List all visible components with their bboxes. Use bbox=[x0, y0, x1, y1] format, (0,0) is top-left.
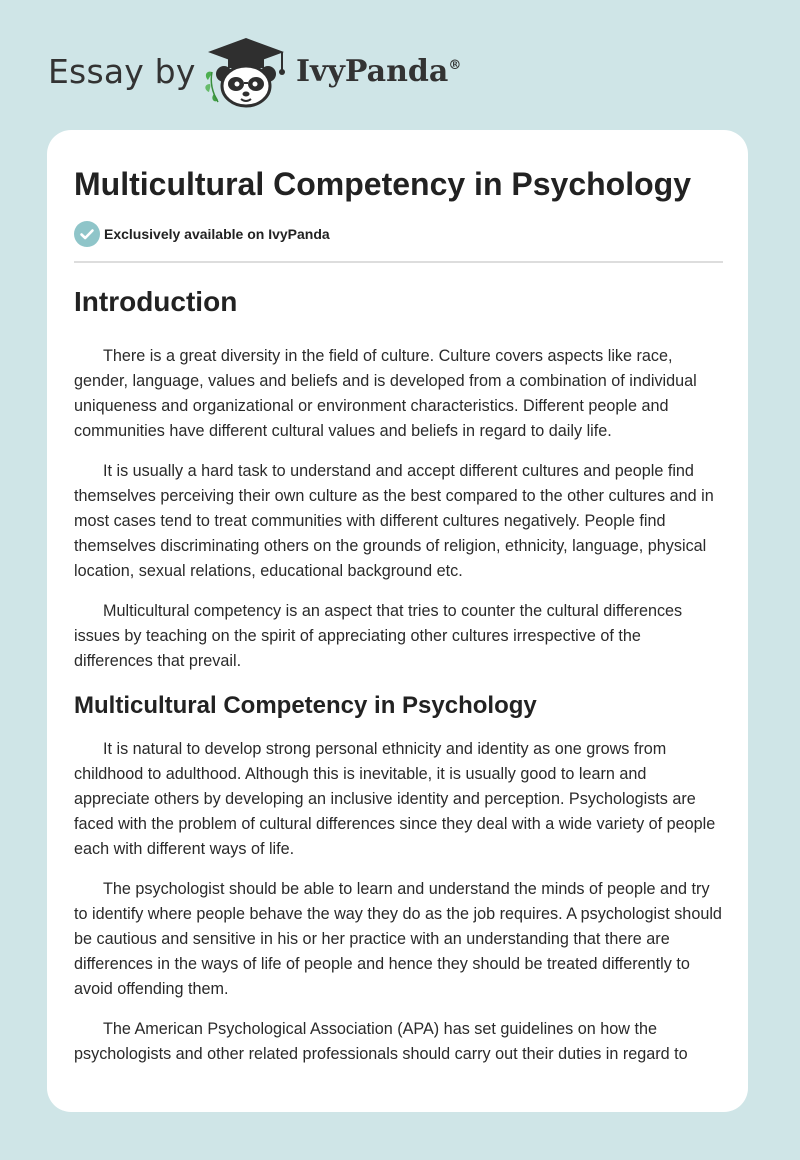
section-heading-multicultural-competency: Multicultural Competency in Psychology bbox=[74, 692, 537, 719]
paragraph: It is usually a hard task to understand and accept different cultures and people find themselves perceiving their own culture as the best compared to the other cultures and in most cases tend to treat communities with different cultures negatively. People find themselves discriminating others on the grounds of religion, ethnicity, language, physical location, sexual relations, educational background etc. bbox=[74, 462, 714, 580]
brand-header bbox=[0, 0, 800, 130]
check-icon bbox=[74, 221, 100, 247]
paragraph: Multicultural competency is an aspect that tries to counter the cultural differences issues by teaching on the spirit of appreciating other cultures irrespective of the differences that prevail. bbox=[74, 602, 683, 670]
exclusive-badge bbox=[74, 221, 330, 247]
section-heading-introduction: Introduction bbox=[74, 286, 238, 317]
panda-graduate-icon[interactable] bbox=[198, 36, 294, 108]
paragraph: There is a great diversity in the field of culture. Culture covers aspects like race, gender, language, values and beliefs and is developed from a combination of individual uniqueness and organizational or environment characteristics. Different people and communities have different cultural values and beliefs in regard to daily life. bbox=[74, 347, 697, 440]
title-divider bbox=[74, 261, 723, 263]
paragraph: The psychologist should be able to learn and understand the minds of people and try to identify where people behave the way they do as the job requires. A psychologist should be cautious and sensitive in his or her practice with an understanding that there are differences in the ways of life of people and hence they should be treated differently to avoid offending them. bbox=[74, 880, 722, 998]
article-body bbox=[74, 280, 723, 1082]
essay-by-label: Essay by bbox=[48, 52, 196, 91]
brand-name[interactable]: IvyPanda® bbox=[296, 54, 462, 89]
paragraph: It is natural to develop strong personal ethnicity and identity as one grows from childhood to adulthood. Although this is inevitable, it is usually good to learn and appreciate others by developing an inclusive identity and perception. Psychologists are faced with the problem of cultural differences since they deal with a wide variety of people each with different ways of life. bbox=[74, 740, 716, 858]
registered-mark: ® bbox=[448, 58, 462, 73]
article-card bbox=[47, 130, 748, 1112]
page-title: Multicultural Competency in Psychology bbox=[74, 166, 691, 202]
paragraph: The American Psychological Association (APA) has set guidelines on how the psychologists and other related professionals should carry out their duties in regard to bbox=[74, 1020, 688, 1063]
exclusive-badge-text: Exclusively available on IvyPanda bbox=[104, 226, 330, 242]
